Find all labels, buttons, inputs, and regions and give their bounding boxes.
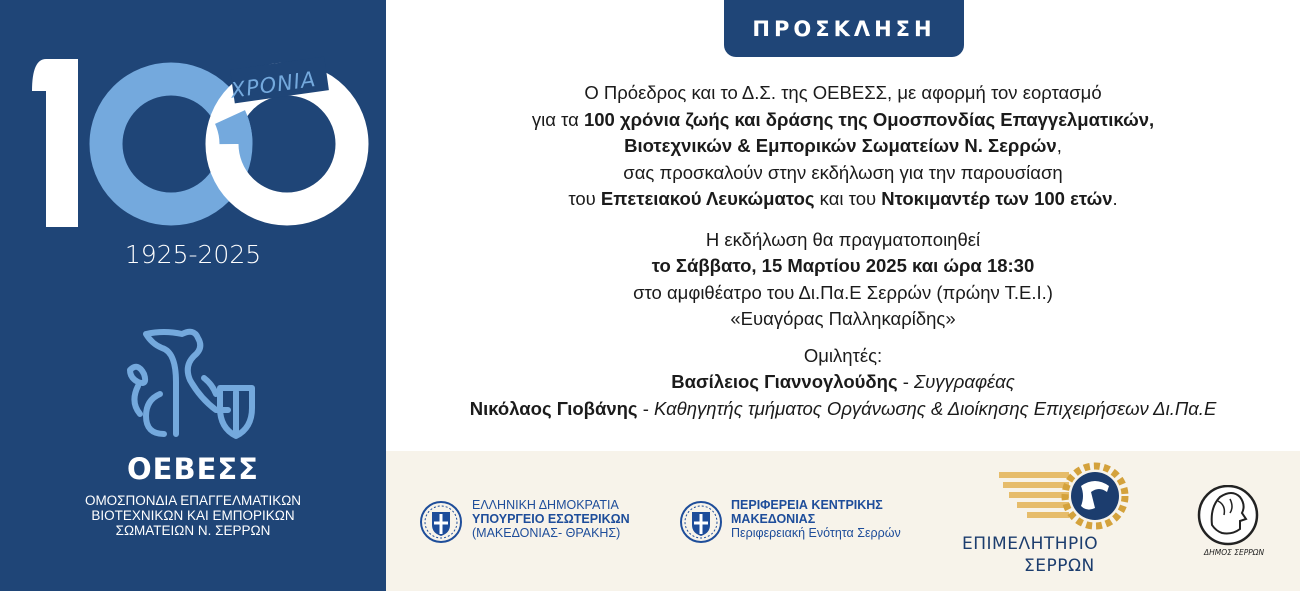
speakers-heading: Ομιλητές: — [803, 344, 883, 366]
speaker-2: Νικόλαος Γιοβάνης - Καθηγητής τμήματος Οργάνωσης & Διοίκησης Επιχειρήσεων Δι.Πα.Ε — [469, 397, 1217, 419]
municipality-name: ΔΗΜΟΣ ΣΕΡΡΩΝ — [1204, 548, 1264, 557]
org-line: ΒΙΟΤΕΧΝΙΚΩΝ ΚΑΙ ΕΜΠΟΡΙΚΩΝ — [91, 508, 295, 523]
chamber-name: ΕΠΙΜΕΛΗΤΗΡΙΟ — [962, 534, 1099, 554]
org-line: ΟΜΟΣΠΟΝΔΙΑ ΕΠΑΓΓΕΛΜΑΤΙΚΩΝ — [84, 493, 302, 508]
digit-one — [32, 59, 78, 227]
greek-emblem-icon — [679, 500, 723, 544]
invitation-line: Βιοτεχνικών & Εμπορικών Σωματείων Ν. Σερρών, — [624, 135, 1062, 156]
event-venue-name: «Ευαγόρας Παλληκαρίδης» — [730, 308, 956, 329]
org-acronym: ΟΕΒΕΣΣ — [127, 452, 259, 486]
invitation-line: του Επετειακού Λευκώματος και του Ντοκιμαντέρ των 100 ετών. — [568, 188, 1118, 209]
lion-emblem-icon — [124, 322, 260, 442]
event-venue: στο αμφιθέατρο του Δι.Πα.Ε Σερρών (πρώην Τ.Ε.Ι.) — [633, 281, 1053, 303]
invitation-text — [386, 80, 1300, 422]
speaker-1: Βασίλειος Γιαννογλούδης - Συγγραφέας — [671, 371, 1015, 392]
org-line: ΣΩΜΑΤΕΙΩΝ Ν. ΣΕΡΡΩΝ — [115, 523, 271, 538]
centenary-logo — [20, 45, 370, 235]
event-line: Η εκδήλωση θα πραγματοποιηθεί — [705, 228, 981, 250]
invitation-badge: ΠΡΟΣΚΛΗΣΗ — [724, 0, 964, 57]
invitation-line: σας προσκαλούν στην εκδήλωση για την παρουσίαση — [623, 161, 1063, 183]
anniversary-word: ΧΡΟΝΙΑ — [229, 66, 318, 103]
chamber-hermes-logo-icon — [995, 462, 1130, 534]
invitation-line: για τα 100 χρόνια ζωής και δράσης της Ομοσπονδίας Επαγγελματικών, — [531, 108, 1155, 130]
org-full-name — [0, 493, 386, 538]
municipality-coin-icon — [1196, 485, 1264, 557]
event-date: το Σάββατο, 15 Μαρτίου 2025 και ώρα 18:30 — [651, 255, 1035, 276]
greek-emblem-icon — [419, 500, 463, 544]
left-panel — [0, 0, 386, 591]
ministry-text: ΕΛΛΗΝΙΚΗ ΔΗΜΟΚΡΑΤΙΑ ΥΠΟΥΡΓΕΙΟ ΕΣΩΤΕΡΙΚΩΝ (ΜΑΚΕΔΟΝΙΑΣ- ΘΡΑΚΗΣ) — [472, 498, 630, 540]
invitation-line: Ο Πρόεδρος και το Δ.Σ. της ΟΕΒΕΣΣ, με αφορμή τον εορτασμό — [584, 82, 1102, 103]
anniversary-years: 1925-2025 — [124, 240, 262, 269]
region-text: ΠΕΡΙΦΕΡΕΙΑ ΚΕΝΤΡΙΚΗΣ ΜΑΚΕΔΟΝΙΑΣ Περιφερειακή Ενότητα Σερρών — [731, 498, 901, 540]
chamber-city: ΣΕΡΡΩΝ — [1024, 556, 1095, 576]
